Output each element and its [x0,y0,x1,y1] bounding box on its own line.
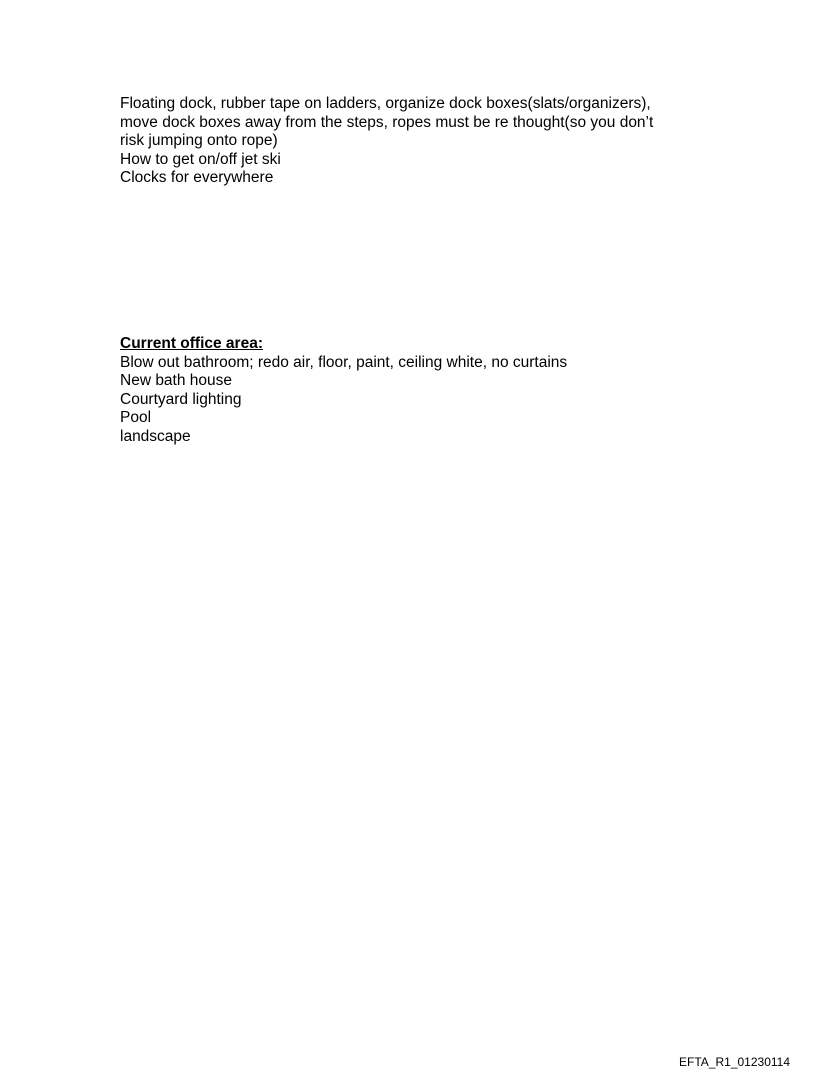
office-item: Courtyard lighting [120,390,242,408]
document-id: EFTA_R1_01230114 [679,1055,790,1069]
note-line: Clocks for everywhere [120,169,274,187]
note-line: move dock boxes away from the steps, ropes must be re thought(so you don’t [120,113,654,131]
note-line: risk jumping onto rope) [120,132,278,150]
section-heading: Current office area: [120,335,263,352]
office-section [120,335,720,447]
note-line: Floating dock, rubber tape on ladders, organize dock boxes(slats/organizers), [120,95,651,112]
office-item: Pool [120,409,152,427]
dock-notes [120,95,720,188]
office-item: Blow out bathroom; redo air, floor, paint, ceiling white, no curtains [120,353,568,371]
office-item: landscape [120,427,191,445]
note-line: How to get on/off jet ski [120,150,281,168]
office-item: New bath house [120,372,233,390]
